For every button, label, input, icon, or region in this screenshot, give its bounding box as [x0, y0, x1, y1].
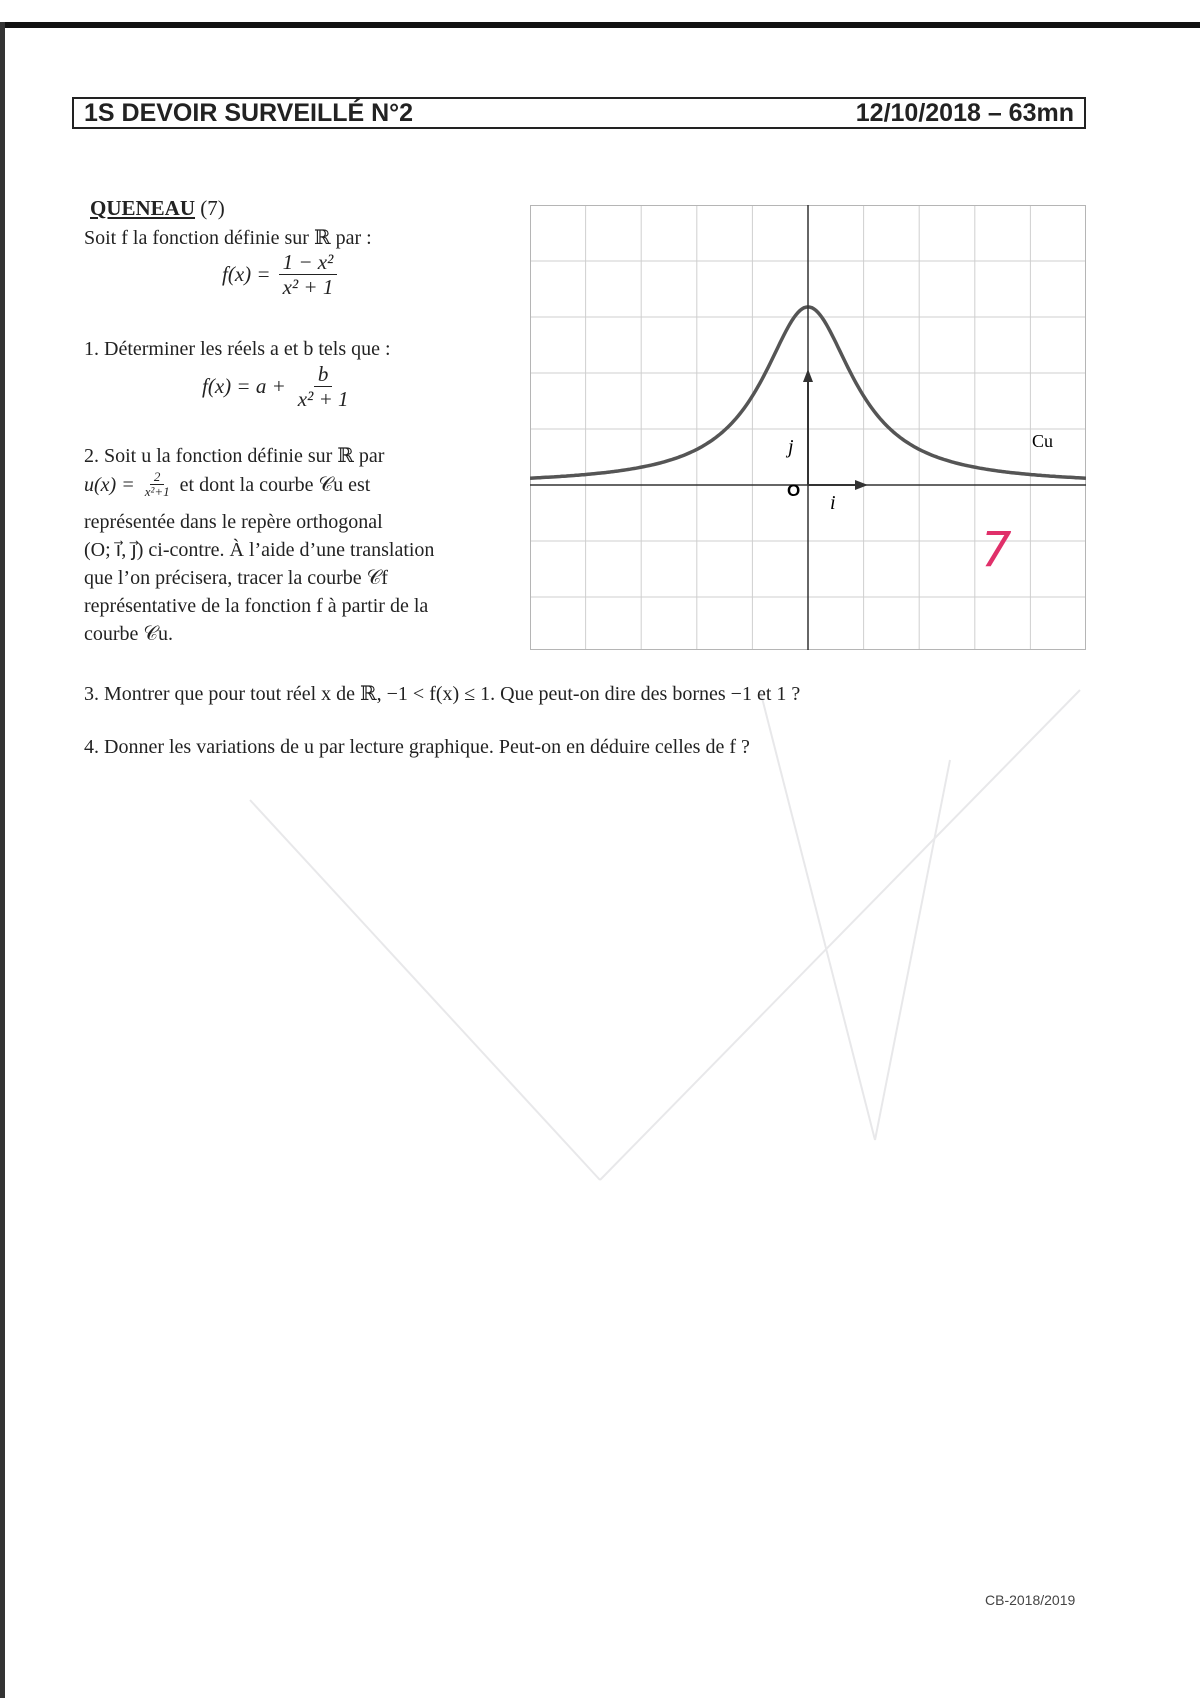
q1-lhs: f(x) = a +	[202, 374, 286, 398]
exercise-points: (7)	[200, 196, 225, 220]
question-2-line-6: représentative de la fonction f à partir de la	[84, 595, 429, 617]
f-lhs: f(x) =	[222, 262, 271, 286]
origin-label: O	[787, 481, 801, 500]
footer-code: CB-2018/2019	[985, 1592, 1076, 1608]
graph-u	[530, 205, 1086, 650]
question-2-line-1: 2. Soit u la fonction définie sur ℝ par	[84, 445, 385, 467]
grade-mark	[975, 520, 1025, 580]
question-2-line-7: courbe 𝒞u.	[84, 623, 173, 645]
f-fraction	[279, 250, 338, 299]
f-definition	[222, 250, 337, 299]
question-2-line-5: que l’on précisera, tracer la courbe 𝒞f	[84, 567, 388, 589]
question-4: 4. Donner les variations de u par lecture graphique. Peut-on en déduire celles de f ?	[84, 736, 750, 758]
u-numerator: 2	[150, 470, 165, 485]
curve-label: Cu	[1032, 431, 1054, 451]
grade-mark-text: 7	[981, 522, 1012, 578]
question-2-line-2	[84, 470, 370, 499]
i-label: i⃗	[830, 492, 852, 514]
question-3: 3. Montrer que pour tout réel x de ℝ, −1 < f(x) ≤ 1. Que peut-on dire des bornes −1 et 1 ?	[84, 683, 801, 705]
exam-date: 12/10/2018 – 63mn	[855, 99, 1074, 127]
q1-denominator: x² + 1	[297, 387, 349, 411]
question-1: 1. Déterminer les réels a et b tels que :	[84, 338, 391, 360]
header-box	[72, 97, 1086, 129]
exercise-title	[90, 196, 225, 221]
f-numerator: 1 − x²	[279, 250, 338, 275]
question-2-line-3: représentée dans le repère orthogonal	[84, 511, 383, 533]
q1-numerator: b	[314, 362, 333, 387]
vector-j-arrow	[803, 369, 813, 485]
exam-title: 1S DEVOIR SURVEILLÉ N°2	[84, 99, 414, 127]
u-denominator: x²+1	[144, 484, 170, 499]
question-2-line-4: (O; i⃗, j⃗) ci-contre. À l’aide d’une translation	[84, 539, 435, 561]
u-fraction	[141, 470, 174, 499]
exercise-intro: Soit f la fonction définie sur ℝ par :	[84, 227, 372, 249]
vector-i-arrow	[808, 480, 868, 490]
u-rest: et dont la courbe 𝒞u est	[179, 473, 371, 496]
q1-formula	[202, 362, 353, 411]
exercise-name: QUENEAU	[90, 196, 196, 220]
q1-fraction	[294, 362, 353, 411]
f-denominator: x² + 1	[282, 275, 334, 299]
j-label: j⃗	[788, 436, 810, 458]
u-lhs: u(x) =	[84, 473, 135, 496]
